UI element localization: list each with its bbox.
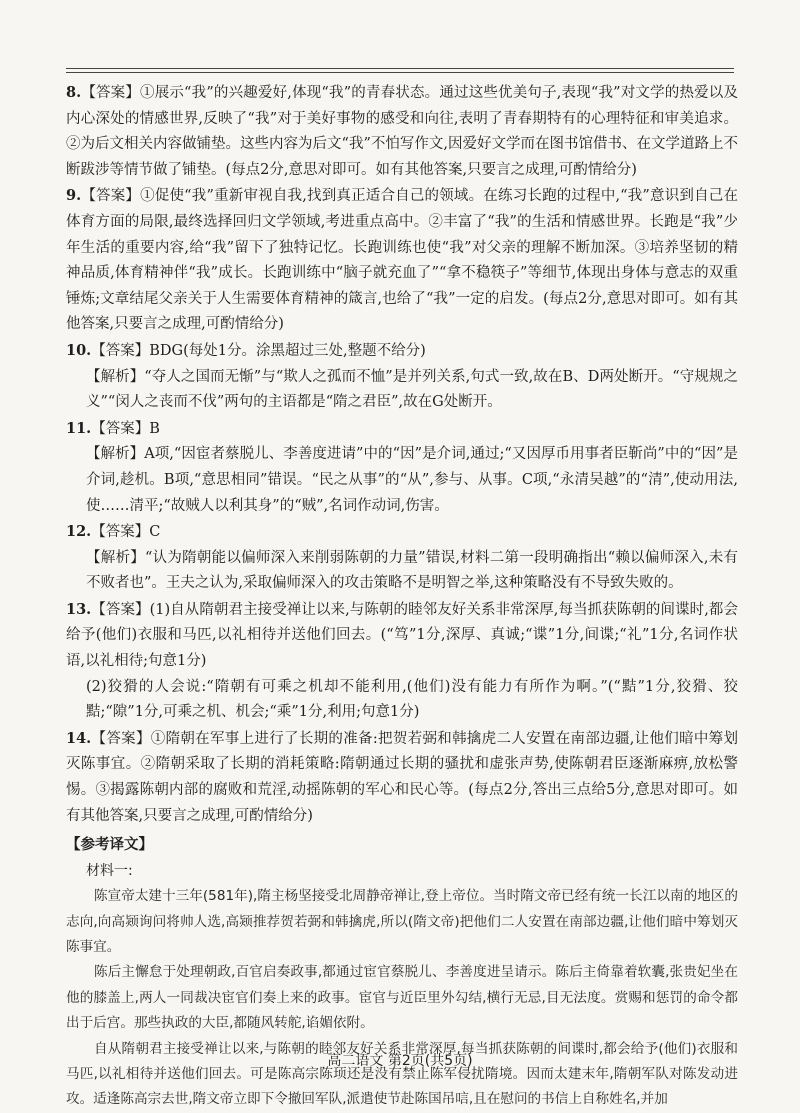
item-number: 9. xyxy=(66,187,82,205)
item-answer-text: 【答案】B xyxy=(91,420,160,437)
item-answer-text: 【答案】BDG(每处1分。涂黑超过三处,整题不给分) xyxy=(91,342,426,359)
item-number: 13. xyxy=(66,600,92,618)
item-number: 11. xyxy=(66,419,92,437)
item-answer-text: 【答案】C xyxy=(91,524,161,541)
item-answer-part-2: (2)狡猾的人会说:“隋朝有可乘之机却不能利用,(他们)没有能力有所作为啊。”(“黠”1分,狡猾、狡黠;“隙”1分,可乘之机、机会;“乘”1分,利用;句意1分) xyxy=(86,678,738,721)
item-number: 14. xyxy=(66,729,92,747)
item-answer-text: 【答案】(1)自从隋朝君主接受禅让以来,与陈朝的睦邻友好关系非常深厚,每当抓获陈朝的间谍时,都会给予(他们)衣服和马匹,以礼相待并送他们回去。(“笃”1分,深厚、真诚;“谍”1分,间谍;“礼”1分,名词作状语,以礼相待;句意1分) xyxy=(66,601,738,670)
answer-content xyxy=(66,80,738,1113)
item-answer-text: 【答案】①促使“我”重新审视自我,找到真正适合自己的领域。在练习长跑的过程中,“我”意识到自己在体育方面的局限,最终选择回归文学领域,考进重点高中。②丰富了“我”的生活和情感世界。长跑是“我”少年生活的重要内容,给“我”留下了独特记忆。长跑训练也使“我”对父亲的理解不断加深。③培养坚韧的精神品质,体育精神伴“我”成长。长跑训练中“脑子就充血了”“拿不稳筷子”等细节,体现出身体与意志的双重锤炼;文章结尾父亲关于人生需要体育精神的箴言,也给了“我”一定的启发。(每点2分,意思对即可。如有其他答案,只要言之成理,可酌情给分) xyxy=(66,188,738,333)
translation-paragraph: 陈后主懈怠于处理朝政,百官启奏政事,都通过宦官蔡脱儿、李善度进呈请示。陈后主倚靠着软囊,张贵妃坐在他的膝盖上,两人一同裁决宦官们奏上来的政事。宦官与近臣里外勾结,横行无忌,目无法度。赏赐和惩罚的命令都出于后宫。那些执政的大臣,都随风转舵,谄媚依附。 xyxy=(66,964,738,1032)
page-footer: 高二语文 第2页(共5页) xyxy=(327,1053,473,1069)
item-analysis-text: 【解析】A项,“因宦者蔡脱儿、李善度进请”中的“因”是介词,通过;“又因厚币用事者臣靳尚”中的“因”是介词,趁机。B项,“意思相同”错误。“民之从事”的“从”,参与、从事。C项,“永清吴越”的“清”,使动用法,使……清平;“故贼人以利其身”的“贼”,名词作动词,伤害。 xyxy=(86,446,738,514)
answer-item-13 xyxy=(66,597,738,726)
item-analysis-text: 【解析】“认为隋朝能以偏师深入来削弱陈朝的力量”错误,材料二第一段明确指出“赖以偏师深入,未有不败者也”。王夫之认为,采取偏师深入的攻击策略不是明智之举,这种策略没有不导致失败的。 xyxy=(86,549,738,592)
translation-paragraph: 自从隋朝君主接受禅让以来,与陈朝的睦邻友好关系非常深厚,每当抓获陈朝的间谍时,都会给予(他们)衣服和马匹,以礼相待并送他们回去。可是陈高宗陈顼还是没有禁止陈军侵扰隋境。因而太建末年,隋朝军队对陈发动进攻。适逢陈高宗去世,隋文帝立即下令撤回军队,派遣使节赴陈国吊唁,且在慰问的书信上自称姓名,并加 xyxy=(66,1040,738,1108)
reference-translation-title: 【参考译文】 xyxy=(66,836,153,854)
header-rule-secondary xyxy=(66,72,734,73)
header-rule xyxy=(66,68,734,69)
translation-paragraph: 陈宣帝太建十三年(581年),隋主杨坚接受北周静帝禅让,登上帝位。当时隋文帝已经有统一长江以南的地区的志向,向高颎询问将帅人选,高颎推荐贺若弼和韩擒虎,所以(隋文帝)把他们二人安置在南部边疆,让他们暗中筹划灭陈事宜。 xyxy=(66,888,738,956)
item-answer-text: 【答案】①展示“我”的兴趣爱好,体现“我”的青春状态。通过这些优美句子,表现“我”对文学的热爱以及内心深处的情感世界,反映了“我”对于美好事物的感受和向往,表明了青春期特有的心理特征和审美追求。②为后文相关内容做铺垫。这些内容为后文“我”不怕写作文,因爱好文学而在图书馆借书、在文学道路上不断跋涉等情节做了铺垫。(每点2分,意思对即可。如有其他答案,只要言之成理,可酌情给分) xyxy=(66,85,738,178)
item-number: 8. xyxy=(66,84,82,101)
item-answer-text: 【答案】①隋朝在军事上进行了长期的准备:把贺若弼和韩擒虎二人安置在南部边疆,让他们暗中筹划灭陈事宜。②隋朝采取了长期的消耗策略:隋朝通过长期的骚扰和虚张声势,使陈朝君臣逐渐麻痹,放松警惕。③揭露陈朝内部的腐败和荒淫,动摇陈朝的军心和民心等。(每点2分,答出三点给5分,意思对即可。如有其他答案,只要言之成理,可酌情给分) xyxy=(66,730,738,824)
answer-item-8 xyxy=(66,80,738,183)
answer-item-12 xyxy=(66,519,738,597)
item-number: 10. xyxy=(66,341,92,359)
item-number: 12. xyxy=(66,523,92,541)
item-analysis-text: 【解析】“夺人之国而无惭”与“欺人之孤而不恤”是并列关系,句式一致,故在B、D两处断开。“守规规之义”“闵人之丧而不伐”两句的主语都是“隋之君臣”,故在G处断开。 xyxy=(86,368,738,411)
answer-item-11 xyxy=(66,416,738,519)
answer-item-10 xyxy=(66,338,738,416)
material-title: 材料一: xyxy=(86,863,133,880)
answer-item-9 xyxy=(66,183,738,338)
answer-item-14 xyxy=(66,726,738,829)
